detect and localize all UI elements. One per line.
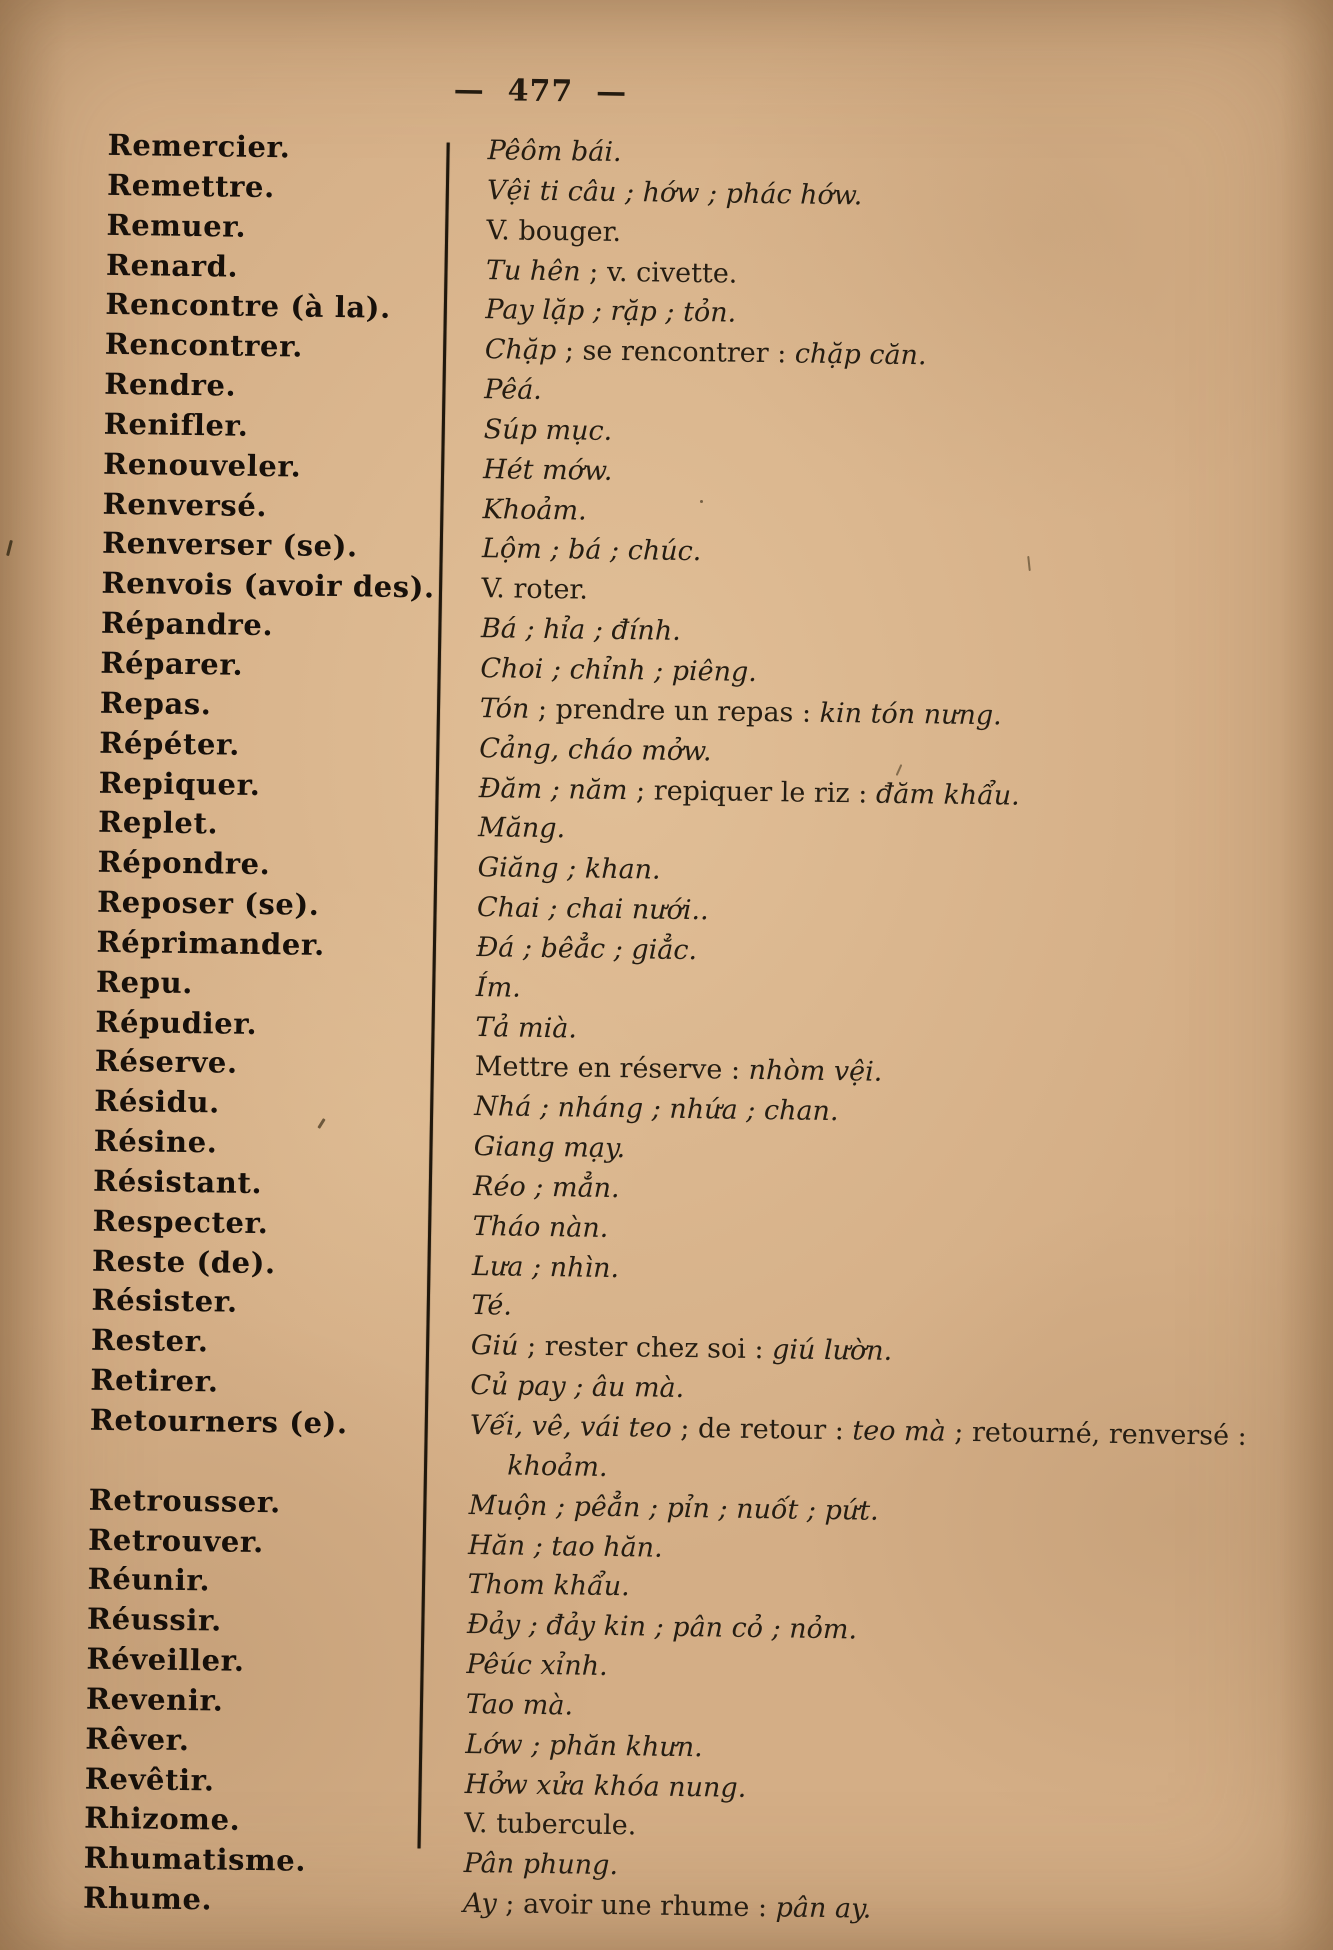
- translation: [450, 808, 566, 849]
- french-term: Réprimander.: [96, 924, 326, 962]
- translation-french-text: Mettre en réserve :: [474, 1051, 749, 1087]
- translation-native-text: Tháo nàn.: [472, 1210, 609, 1244]
- translation: [439, 1605, 858, 1651]
- french-term: Respecter.: [92, 1203, 269, 1240]
- translation-native-text: Muộn ; pêẳn ; pỉn ; nuốt ; pứt.: [468, 1489, 879, 1527]
- translation-native-text: Nhá ; nháng ; nhứa ; chan.: [474, 1091, 839, 1128]
- french-term: Répondre.: [97, 844, 271, 882]
- translation-native-text: Măng.: [477, 812, 566, 845]
- translation: [459, 131, 622, 173]
- french-term: Repiquer.: [98, 765, 261, 802]
- translation: [440, 1525, 663, 1568]
- french-term: Rêver.: [85, 1721, 190, 1757]
- french-term: Réveiller.: [86, 1641, 245, 1678]
- translation: [455, 449, 613, 491]
- translation-native-text: Tao mà.: [465, 1688, 574, 1722]
- translation-native-text: Đăm ; năm: [478, 772, 628, 806]
- translation-native-text: Khoảm.: [482, 493, 587, 527]
- french-term: Réunir.: [87, 1562, 211, 1598]
- french-term: [0, 1439, 442, 1485]
- french-term: Renversé.: [102, 486, 268, 523]
- translation: [448, 967, 521, 1008]
- translation-french-text: ; v. civette.: [580, 255, 738, 290]
- translation-native-text: đăm khẩu.: [875, 778, 1020, 812]
- french-term: Retourners (e).: [89, 1402, 348, 1441]
- translation-french-text: ; repiquer le riz :: [627, 774, 877, 810]
- french-term: Rencontrer.: [104, 327, 304, 364]
- translation: [446, 1087, 839, 1132]
- french-term: Retrouver.: [87, 1522, 265, 1559]
- translation: [454, 489, 587, 531]
- french-term: Rencontre (à la).: [105, 287, 392, 326]
- translation: [438, 1645, 608, 1687]
- french-term: Répandre.: [100, 605, 274, 643]
- paper-speck: [700, 500, 703, 503]
- translation-french-text: ; se rencontrer :: [556, 335, 796, 370]
- translation-native-text: Ay: [462, 1888, 498, 1920]
- translation: [443, 1286, 512, 1327]
- translation: [458, 210, 621, 252]
- translation: [443, 1326, 893, 1372]
- translation-native-text: Pân phung.: [463, 1848, 619, 1882]
- translation-native-text: pân ay.: [775, 1892, 872, 1925]
- translation: [457, 330, 927, 376]
- translation-native-text: Pêúc xỉnh.: [466, 1649, 608, 1683]
- french-term: Résister.: [91, 1283, 238, 1320]
- translation-native-text: Đá ; bêẳc ; giẳc.: [476, 931, 698, 967]
- french-term: Renouveler.: [102, 446, 302, 484]
- translation-native-text: Pêá.: [484, 374, 543, 406]
- french-term: Rhume.: [82, 1880, 213, 1917]
- french-term: Résidu.: [94, 1083, 221, 1120]
- translation-native-text: Tón: [479, 692, 530, 725]
- translation-native-text: Bá ; hỉa ; đính.: [480, 613, 682, 648]
- french-term: Remuer.: [106, 207, 247, 244]
- translation-native-text: Lưa ; nhìn.: [471, 1250, 620, 1284]
- translation: [435, 1884, 872, 1930]
- translation: [436, 1804, 637, 1847]
- french-term: Revêtir.: [84, 1761, 215, 1798]
- translation-french-text: V. bouger.: [486, 214, 622, 248]
- french-term: Replet.: [97, 805, 219, 841]
- french-term: Répéter.: [99, 725, 241, 762]
- translation: [445, 1167, 620, 1209]
- translation-native-text: Giang mạy.: [473, 1131, 626, 1165]
- french-term: Retirer.: [90, 1362, 219, 1399]
- french-term: Remercier.: [107, 127, 291, 165]
- translation-native-text: chặp căn.: [794, 338, 927, 372]
- french-term: Retrousser.: [88, 1482, 282, 1520]
- translation: [435, 1844, 618, 1886]
- french-term: Reste (de).: [91, 1243, 276, 1280]
- translation-native-text: kin tón nưng.: [819, 697, 1002, 732]
- translation-native-text: Giú: [470, 1330, 519, 1362]
- translation: [442, 1366, 684, 1409]
- french-term: Résine.: [93, 1123, 218, 1160]
- french-term: Répudier.: [95, 1004, 258, 1041]
- translation-native-text: Vếi, vê, vái teo: [469, 1410, 672, 1444]
- translation: [437, 1764, 747, 1808]
- translation-french-text: ; retourné, renversé :: [945, 1416, 1247, 1452]
- translation-native-text: Đảy ; đảy kin ; pân cỏ ; nỏm.: [466, 1609, 858, 1646]
- entries-list: [0, 124, 1333, 1935]
- french-term: Réussir.: [86, 1601, 223, 1638]
- translation: [444, 1246, 620, 1288]
- translation: [439, 1565, 630, 1607]
- translation-native-text: giú lườn.: [771, 1334, 893, 1368]
- translation-native-text: Tả mià.: [475, 1011, 578, 1045]
- translation-native-text: Choi ; chỉnh ; piêng.: [480, 653, 758, 688]
- translation-native-text: teo mà: [852, 1415, 946, 1448]
- translation: [437, 1724, 703, 1768]
- translation: [440, 1485, 879, 1531]
- french-term: Renifler.: [103, 406, 249, 443]
- translation-native-text: Réo ; mẳn.: [472, 1170, 620, 1205]
- translation-native-text: Lộm ; bá ; chúc.: [481, 533, 702, 568]
- translation-native-text: khoảm.: [507, 1450, 608, 1483]
- translation-native-text: nhòm vệi.: [748, 1055, 883, 1089]
- translation: [457, 290, 736, 334]
- french-term: Résistant.: [92, 1163, 263, 1201]
- translation: [453, 569, 588, 611]
- translation-native-text: Cảng, cháo mởw.: [479, 732, 712, 767]
- translation: [456, 370, 542, 411]
- french-term: Réparer.: [100, 645, 244, 682]
- translation-native-text: Té.: [471, 1290, 513, 1323]
- translation-native-text: Hăn ; tao hăn.: [467, 1529, 663, 1564]
- translation-native-text: Hởw xửa khóa nung.: [464, 1768, 747, 1804]
- french-term: Réserve.: [94, 1044, 238, 1081]
- translation: [455, 410, 612, 452]
- translation-french-text: ; avoir une rhume :: [496, 1888, 776, 1924]
- page-number-header: — 477 —: [453, 72, 628, 111]
- translation-native-text: Chặp: [484, 334, 557, 367]
- translation-french-text: ; prendre un repas :: [529, 693, 820, 729]
- translation: [447, 1007, 577, 1049]
- translation-native-text: Tu hên: [485, 254, 581, 287]
- french-term: Renverser (se).: [101, 526, 358, 564]
- translation-french-text: ; rester chez soi :: [518, 1330, 773, 1366]
- french-term: Repu.: [95, 964, 194, 1000]
- translation-french-text: ; de retour :: [671, 1412, 853, 1447]
- translation-native-text: Pay lặp ; rặp ; tỏn.: [485, 294, 737, 329]
- translation: [449, 888, 709, 931]
- french-term: Revenir.: [85, 1681, 224, 1718]
- translation-native-text: Hét mớw.: [482, 453, 613, 487]
- french-term: Remettre.: [106, 167, 276, 205]
- french-term: Rhumatisme.: [83, 1840, 307, 1879]
- translation-native-text: Ím.: [475, 971, 521, 1004]
- translation: [454, 529, 702, 572]
- translation: [448, 928, 697, 971]
- translation-native-text: Vệi ti câu ; hớw ; phác hớw.: [486, 174, 863, 212]
- french-term: Rhizome.: [84, 1801, 241, 1838]
- translation: [445, 1127, 625, 1169]
- translation: [444, 1206, 608, 1248]
- translation-native-text: Súp mục.: [483, 414, 613, 447]
- translation-native-text: Thom khẩu.: [467, 1569, 630, 1603]
- translation-native-text: Giăng ; khan.: [477, 852, 661, 886]
- french-term: Repas.: [99, 685, 212, 722]
- french-term: Rendre.: [104, 366, 237, 403]
- translation-native-text: Củ pay ; âu mà.: [470, 1370, 685, 1405]
- french-term: Renvois (avoir des).: [101, 566, 435, 605]
- translation: [452, 649, 757, 693]
- french-term: Renard.: [105, 247, 239, 284]
- translation: [451, 728, 712, 771]
- translation: [449, 848, 661, 891]
- translation: [458, 250, 738, 294]
- translation-native-text: Chai ; chai nưới..: [476, 892, 709, 927]
- translation-native-text: Pêôm bái.: [487, 135, 622, 169]
- translation-french-text: V. tubercule.: [464, 1808, 637, 1842]
- translation: [453, 609, 681, 652]
- french-term: Reposer (se).: [96, 884, 320, 922]
- french-term: Rester.: [90, 1323, 209, 1359]
- translation: [459, 171, 863, 216]
- translation-french-text: V. roter.: [481, 573, 589, 606]
- translation: [438, 1685, 574, 1727]
- translation: [447, 1047, 883, 1093]
- translation: [441, 1445, 608, 1487]
- translation-native-text: Lớw ; phăn khưn.: [465, 1728, 703, 1764]
